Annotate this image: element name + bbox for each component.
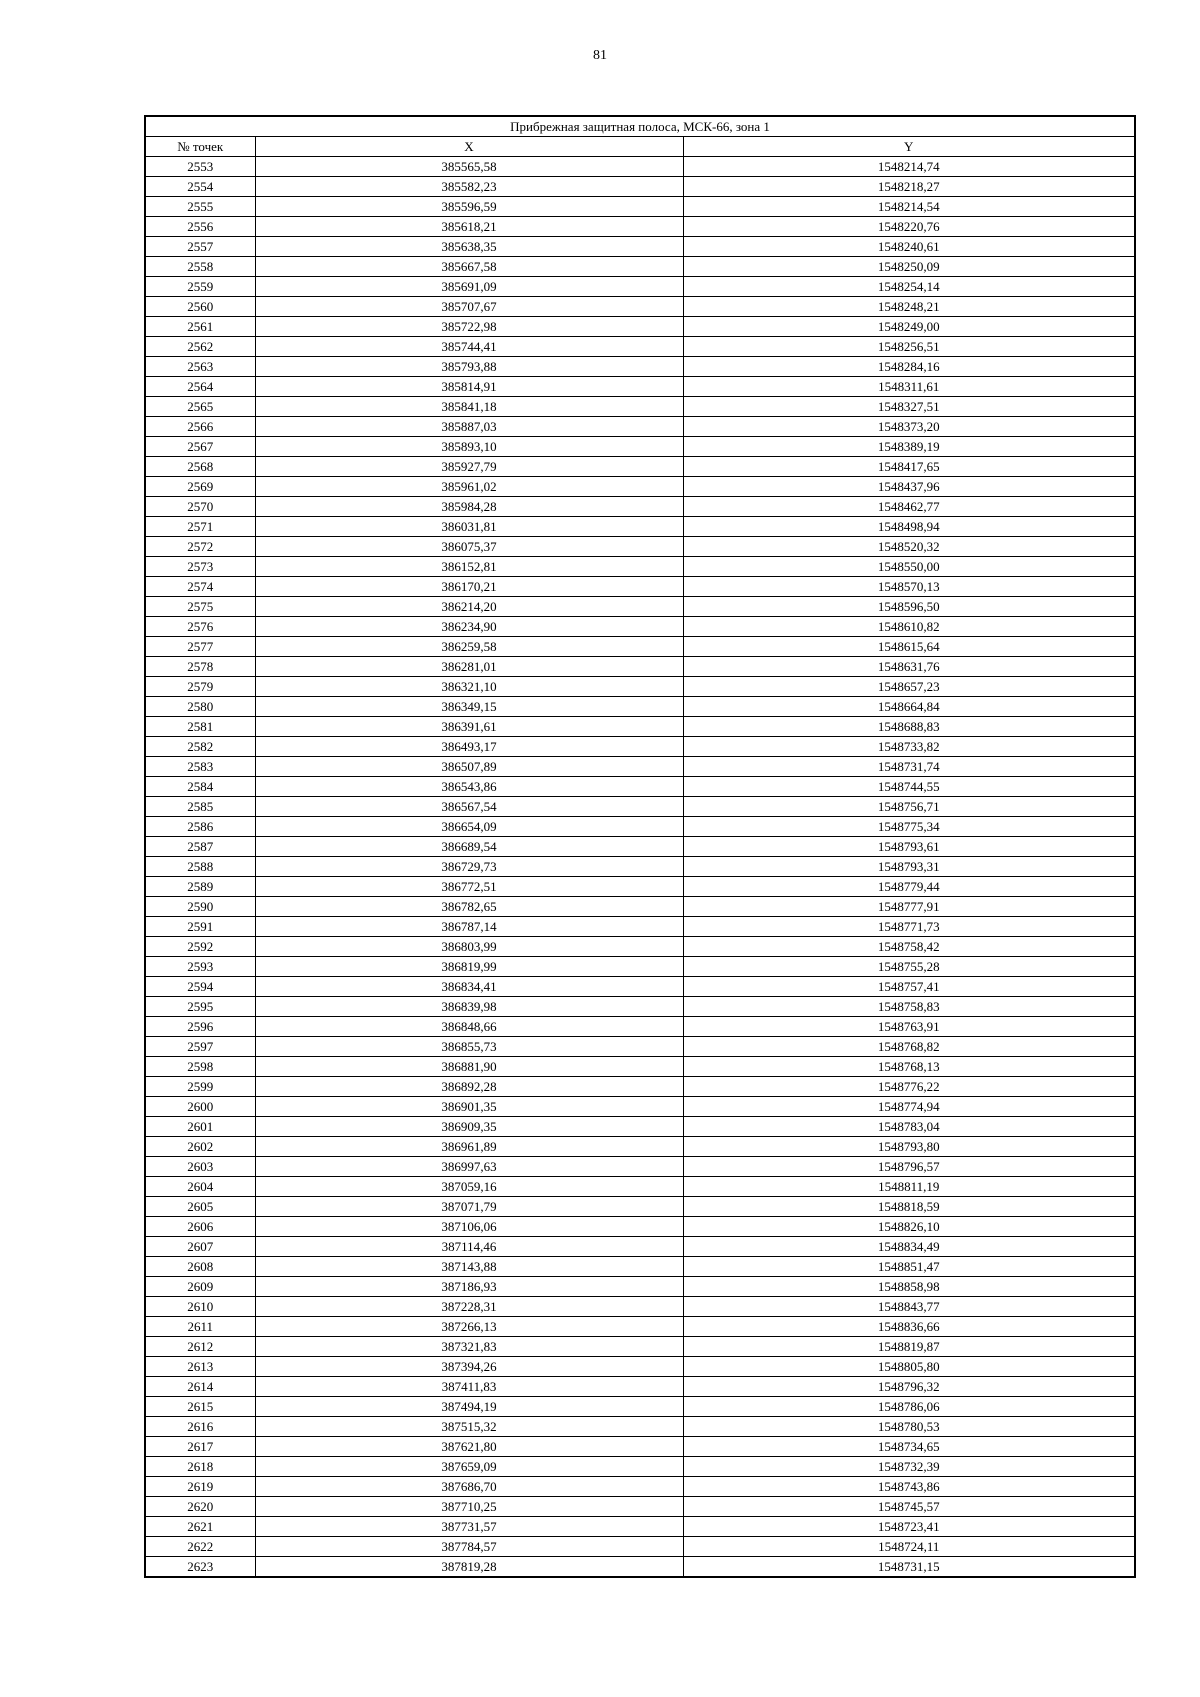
table-row <box>145 757 1135 777</box>
table-row <box>145 157 1135 177</box>
table-row <box>145 897 1135 917</box>
point-number-cell: 2593 <box>145 957 255 977</box>
table-row <box>145 437 1135 457</box>
point-number-cell: 2621 <box>145 1517 255 1537</box>
table-row <box>145 1557 1135 1578</box>
point-number-cell: 2617 <box>145 1437 255 1457</box>
y-coordinate-cell: 1548793,61 <box>683 837 1135 857</box>
point-number-cell: 2615 <box>145 1397 255 1417</box>
coordinates-table <box>144 115 1136 1578</box>
x-coordinate-cell: 386391,61 <box>255 717 683 737</box>
point-number-cell: 2588 <box>145 857 255 877</box>
y-coordinate-cell: 1548774,94 <box>683 1097 1135 1117</box>
y-coordinate-cell: 1548256,51 <box>683 337 1135 357</box>
x-coordinate-cell: 387394,26 <box>255 1357 683 1377</box>
point-number-cell: 2589 <box>145 877 255 897</box>
y-coordinate-cell: 1548744,55 <box>683 777 1135 797</box>
x-coordinate-cell: 386493,17 <box>255 737 683 757</box>
y-coordinate-cell: 1548805,80 <box>683 1357 1135 1377</box>
x-coordinate-cell: 386848,66 <box>255 1017 683 1037</box>
y-coordinate-cell: 1548550,00 <box>683 557 1135 577</box>
table-row <box>145 1497 1135 1517</box>
table-row <box>145 557 1135 577</box>
point-number-cell: 2623 <box>145 1557 255 1578</box>
point-number-cell: 2563 <box>145 357 255 377</box>
y-coordinate-cell: 1548780,53 <box>683 1417 1135 1437</box>
table-row <box>145 1317 1135 1337</box>
y-coordinate-cell: 1548775,34 <box>683 817 1135 837</box>
table-title: Прибрежная защитная полоса, МСК-66, зона 1 <box>145 116 1135 137</box>
table-row <box>145 577 1135 597</box>
y-coordinate-cell: 1548783,04 <box>683 1117 1135 1137</box>
table-row <box>145 517 1135 537</box>
table-row <box>145 697 1135 717</box>
y-coordinate-cell: 1548836,66 <box>683 1317 1135 1337</box>
point-number-cell: 2584 <box>145 777 255 797</box>
point-number-cell: 2582 <box>145 737 255 757</box>
y-coordinate-cell: 1548664,84 <box>683 697 1135 717</box>
table-row <box>145 1157 1135 1177</box>
point-number-cell: 2570 <box>145 497 255 517</box>
point-number-cell: 2553 <box>145 157 255 177</box>
table-row <box>145 1537 1135 1557</box>
y-coordinate-cell: 1548731,15 <box>683 1557 1135 1578</box>
table-row <box>145 417 1135 437</box>
y-coordinate-cell: 1548763,91 <box>683 1017 1135 1037</box>
x-coordinate-cell: 385691,09 <box>255 277 683 297</box>
x-coordinate-cell: 386729,73 <box>255 857 683 877</box>
y-coordinate-cell: 1548417,65 <box>683 457 1135 477</box>
x-coordinate-cell: 386543,86 <box>255 777 683 797</box>
y-coordinate-cell: 1548240,61 <box>683 237 1135 257</box>
table-row <box>145 1097 1135 1117</box>
x-coordinate-cell: 387321,83 <box>255 1337 683 1357</box>
y-coordinate-cell: 1548596,50 <box>683 597 1135 617</box>
y-coordinate-cell: 1548220,76 <box>683 217 1135 237</box>
point-number-cell: 2618 <box>145 1457 255 1477</box>
x-coordinate-cell: 386507,89 <box>255 757 683 777</box>
y-coordinate-cell: 1548779,44 <box>683 877 1135 897</box>
point-number-cell: 2605 <box>145 1197 255 1217</box>
x-coordinate-cell: 385596,59 <box>255 197 683 217</box>
y-coordinate-cell: 1548819,87 <box>683 1337 1135 1357</box>
x-coordinate-cell: 385893,10 <box>255 437 683 457</box>
table-row <box>145 197 1135 217</box>
point-number-cell: 2565 <box>145 397 255 417</box>
point-number-cell: 2556 <box>145 217 255 237</box>
y-coordinate-cell: 1548520,32 <box>683 537 1135 557</box>
x-coordinate-cell: 386234,90 <box>255 617 683 637</box>
table-row <box>145 597 1135 617</box>
x-coordinate-cell: 385618,21 <box>255 217 683 237</box>
table-row <box>145 957 1135 977</box>
x-coordinate-cell: 386654,09 <box>255 817 683 837</box>
y-coordinate-cell: 1548615,64 <box>683 637 1135 657</box>
point-number-cell: 2572 <box>145 537 255 557</box>
point-number-cell: 2613 <box>145 1357 255 1377</box>
y-coordinate-cell: 1548793,31 <box>683 857 1135 877</box>
y-coordinate-cell: 1548389,19 <box>683 437 1135 457</box>
table-row <box>145 817 1135 837</box>
table-row <box>145 797 1135 817</box>
page-number: 81 <box>593 48 607 63</box>
point-number-cell: 2620 <box>145 1497 255 1517</box>
y-coordinate-cell: 1548373,20 <box>683 417 1135 437</box>
table-row <box>145 1297 1135 1317</box>
point-number-cell: 2568 <box>145 457 255 477</box>
point-number-cell: 2606 <box>145 1217 255 1237</box>
y-coordinate-cell: 1548834,49 <box>683 1237 1135 1257</box>
table-row <box>145 1277 1135 1297</box>
point-number-cell: 2607 <box>145 1237 255 1257</box>
y-coordinate-cell: 1548786,06 <box>683 1397 1135 1417</box>
point-number-cell: 2592 <box>145 937 255 957</box>
x-coordinate-cell: 386152,81 <box>255 557 683 577</box>
point-number-cell: 2610 <box>145 1297 255 1317</box>
table-row <box>145 337 1135 357</box>
y-coordinate-cell: 1548462,77 <box>683 497 1135 517</box>
y-coordinate-cell: 1548732,39 <box>683 1457 1135 1477</box>
table-row <box>145 1177 1135 1197</box>
y-coordinate-cell: 1548818,59 <box>683 1197 1135 1217</box>
table-row <box>145 357 1135 377</box>
x-coordinate-cell: 386834,41 <box>255 977 683 997</box>
x-coordinate-cell: 386787,14 <box>255 917 683 937</box>
x-coordinate-cell: 386214,20 <box>255 597 683 617</box>
y-coordinate-cell: 1548248,21 <box>683 297 1135 317</box>
y-coordinate-cell: 1548843,77 <box>683 1297 1135 1317</box>
y-coordinate-cell: 1548755,28 <box>683 957 1135 977</box>
x-coordinate-cell: 387621,80 <box>255 1437 683 1457</box>
table-row <box>145 1377 1135 1397</box>
point-number-cell: 2573 <box>145 557 255 577</box>
x-coordinate-cell: 386803,99 <box>255 937 683 957</box>
y-coordinate-cell: 1548757,41 <box>683 977 1135 997</box>
x-coordinate-cell: 385565,58 <box>255 157 683 177</box>
x-coordinate-cell: 387071,79 <box>255 1197 683 1217</box>
table-row <box>145 1037 1135 1057</box>
x-coordinate-cell: 386567,54 <box>255 797 683 817</box>
table-row <box>145 237 1135 257</box>
point-number-cell: 2622 <box>145 1537 255 1557</box>
table-row <box>145 657 1135 677</box>
point-number-cell: 2555 <box>145 197 255 217</box>
point-number-cell: 2564 <box>145 377 255 397</box>
x-coordinate-cell: 387143,88 <box>255 1257 683 1277</box>
point-number-cell: 2560 <box>145 297 255 317</box>
table-row <box>145 1337 1135 1357</box>
y-coordinate-cell: 1548657,23 <box>683 677 1135 697</box>
x-coordinate-cell: 386031,81 <box>255 517 683 537</box>
x-coordinate-cell: 386259,58 <box>255 637 683 657</box>
x-coordinate-cell: 385667,58 <box>255 257 683 277</box>
table-row <box>145 737 1135 757</box>
x-coordinate-cell: 386997,63 <box>255 1157 683 1177</box>
y-coordinate-cell: 1548498,94 <box>683 517 1135 537</box>
y-coordinate-cell: 1548311,61 <box>683 377 1135 397</box>
point-number-cell: 2574 <box>145 577 255 597</box>
table-row <box>145 677 1135 697</box>
point-number-cell: 2616 <box>145 1417 255 1437</box>
x-coordinate-cell: 386075,37 <box>255 537 683 557</box>
x-coordinate-cell: 386281,01 <box>255 657 683 677</box>
y-coordinate-cell: 1548733,82 <box>683 737 1135 757</box>
y-coordinate-cell: 1548214,74 <box>683 157 1135 177</box>
point-number-cell: 2583 <box>145 757 255 777</box>
x-coordinate-cell: 387411,83 <box>255 1377 683 1397</box>
y-coordinate-cell: 1548724,11 <box>683 1537 1135 1557</box>
x-coordinate-cell: 387710,25 <box>255 1497 683 1517</box>
point-number-cell: 2596 <box>145 1017 255 1037</box>
table-row <box>145 397 1135 417</box>
point-number-cell: 2559 <box>145 277 255 297</box>
point-number-cell: 2597 <box>145 1037 255 1057</box>
y-coordinate-cell: 1548214,54 <box>683 197 1135 217</box>
x-coordinate-cell: 386839,98 <box>255 997 683 1017</box>
x-coordinate-cell: 385744,41 <box>255 337 683 357</box>
x-coordinate-cell: 387059,16 <box>255 1177 683 1197</box>
table-row <box>145 1057 1135 1077</box>
x-coordinate-cell: 386892,28 <box>255 1077 683 1097</box>
x-coordinate-cell: 387114,46 <box>255 1237 683 1257</box>
x-coordinate-cell: 386772,51 <box>255 877 683 897</box>
x-coordinate-cell: 387228,31 <box>255 1297 683 1317</box>
y-coordinate-cell: 1548631,76 <box>683 657 1135 677</box>
table-row <box>145 1477 1135 1497</box>
point-number-cell: 2566 <box>145 417 255 437</box>
x-coordinate-cell: 386961,89 <box>255 1137 683 1157</box>
y-coordinate-cell: 1548776,22 <box>683 1077 1135 1097</box>
table-row <box>145 1077 1135 1097</box>
y-coordinate-cell: 1548858,98 <box>683 1277 1135 1297</box>
point-number-cell: 2561 <box>145 317 255 337</box>
x-coordinate-cell: 387106,06 <box>255 1217 683 1237</box>
table-row <box>145 1257 1135 1277</box>
y-coordinate-cell: 1548768,13 <box>683 1057 1135 1077</box>
x-coordinate-cell: 386881,90 <box>255 1057 683 1077</box>
x-coordinate-cell: 387266,13 <box>255 1317 683 1337</box>
x-coordinate-cell: 387819,28 <box>255 1557 683 1578</box>
point-number-cell: 2575 <box>145 597 255 617</box>
table-row <box>145 1017 1135 1037</box>
point-number-cell: 2554 <box>145 177 255 197</box>
x-coordinate-cell: 387686,70 <box>255 1477 683 1497</box>
table-row <box>145 1117 1135 1137</box>
point-number-cell: 2608 <box>145 1257 255 1277</box>
x-coordinate-cell: 386170,21 <box>255 577 683 597</box>
table-row <box>145 1217 1135 1237</box>
point-number-cell: 2612 <box>145 1337 255 1357</box>
y-coordinate-cell: 1548743,86 <box>683 1477 1135 1497</box>
y-coordinate-cell: 1548437,96 <box>683 477 1135 497</box>
point-number-cell: 2557 <box>145 237 255 257</box>
table-row <box>145 717 1135 737</box>
header-x: X <box>255 137 683 157</box>
table-row <box>145 477 1135 497</box>
point-number-cell: 2594 <box>145 977 255 997</box>
x-coordinate-cell: 385841,18 <box>255 397 683 417</box>
table-row <box>145 837 1135 857</box>
table-row <box>145 937 1135 957</box>
table-row <box>145 1457 1135 1477</box>
x-coordinate-cell: 385722,98 <box>255 317 683 337</box>
point-number-cell: 2580 <box>145 697 255 717</box>
point-number-cell: 2611 <box>145 1317 255 1337</box>
table-row <box>145 1137 1135 1157</box>
y-coordinate-cell: 1548250,09 <box>683 257 1135 277</box>
y-coordinate-cell: 1548570,13 <box>683 577 1135 597</box>
point-number-cell: 2579 <box>145 677 255 697</box>
point-number-cell: 2567 <box>145 437 255 457</box>
table-row <box>145 217 1135 237</box>
point-number-cell: 2603 <box>145 1157 255 1177</box>
point-number-cell: 2569 <box>145 477 255 497</box>
y-coordinate-cell: 1548796,32 <box>683 1377 1135 1397</box>
table-row <box>145 1517 1135 1537</box>
point-number-cell: 2571 <box>145 517 255 537</box>
y-coordinate-cell: 1548734,65 <box>683 1437 1135 1457</box>
y-coordinate-cell: 1548745,57 <box>683 1497 1135 1517</box>
x-coordinate-cell: 387494,19 <box>255 1397 683 1417</box>
x-coordinate-cell: 385927,79 <box>255 457 683 477</box>
y-coordinate-cell: 1548768,82 <box>683 1037 1135 1057</box>
point-number-cell: 2599 <box>145 1077 255 1097</box>
y-coordinate-cell: 1548610,82 <box>683 617 1135 637</box>
table-row <box>145 377 1135 397</box>
point-number-cell: 2558 <box>145 257 255 277</box>
point-number-cell: 2562 <box>145 337 255 357</box>
table-row <box>145 1397 1135 1417</box>
table-row <box>145 317 1135 337</box>
y-coordinate-cell: 1548218,27 <box>683 177 1135 197</box>
table-row <box>145 257 1135 277</box>
header-y: Y <box>683 137 1135 157</box>
x-coordinate-cell: 385984,28 <box>255 497 683 517</box>
table-row <box>145 1357 1135 1377</box>
point-number-cell: 2614 <box>145 1377 255 1397</box>
point-number-cell: 2602 <box>145 1137 255 1157</box>
y-coordinate-cell: 1548327,51 <box>683 397 1135 417</box>
table-row <box>145 617 1135 637</box>
y-coordinate-cell: 1548771,73 <box>683 917 1135 937</box>
y-coordinate-cell: 1548254,14 <box>683 277 1135 297</box>
x-coordinate-cell: 385707,67 <box>255 297 683 317</box>
x-coordinate-cell: 385582,23 <box>255 177 683 197</box>
point-number-cell: 2604 <box>145 1177 255 1197</box>
point-number-cell: 2619 <box>145 1477 255 1497</box>
table-row <box>145 297 1135 317</box>
table-row <box>145 977 1135 997</box>
y-coordinate-cell: 1548777,91 <box>683 897 1135 917</box>
point-number-cell: 2578 <box>145 657 255 677</box>
x-coordinate-cell: 385793,88 <box>255 357 683 377</box>
x-coordinate-cell: 386689,54 <box>255 837 683 857</box>
y-coordinate-cell: 1548851,47 <box>683 1257 1135 1277</box>
y-coordinate-cell: 1548758,42 <box>683 937 1135 957</box>
x-coordinate-cell: 387784,57 <box>255 1537 683 1557</box>
table-title-row <box>145 116 1135 137</box>
y-coordinate-cell: 1548811,19 <box>683 1177 1135 1197</box>
y-coordinate-cell: 1548731,74 <box>683 757 1135 777</box>
y-coordinate-cell: 1548793,80 <box>683 1137 1135 1157</box>
point-number-cell: 2586 <box>145 817 255 837</box>
table-row <box>145 1417 1135 1437</box>
x-coordinate-cell: 387515,32 <box>255 1417 683 1437</box>
x-coordinate-cell: 386855,73 <box>255 1037 683 1057</box>
y-coordinate-cell: 1548826,10 <box>683 1217 1135 1237</box>
table-row <box>145 857 1135 877</box>
table-row <box>145 177 1135 197</box>
y-coordinate-cell: 1548796,57 <box>683 1157 1135 1177</box>
point-number-cell: 2595 <box>145 997 255 1017</box>
table-row <box>145 537 1135 557</box>
point-number-cell: 2577 <box>145 637 255 657</box>
y-coordinate-cell: 1548758,83 <box>683 997 1135 1017</box>
table-row <box>145 917 1135 937</box>
x-coordinate-cell: 386909,35 <box>255 1117 683 1137</box>
x-coordinate-cell: 386349,15 <box>255 697 683 717</box>
point-number-cell: 2591 <box>145 917 255 937</box>
point-number-cell: 2609 <box>145 1277 255 1297</box>
point-number-cell: 2601 <box>145 1117 255 1137</box>
x-coordinate-cell: 387731,57 <box>255 1517 683 1537</box>
table-row <box>145 1237 1135 1257</box>
x-coordinate-cell: 385887,03 <box>255 417 683 437</box>
point-number-cell: 2598 <box>145 1057 255 1077</box>
x-coordinate-cell: 386901,35 <box>255 1097 683 1117</box>
x-coordinate-cell: 386321,10 <box>255 677 683 697</box>
y-coordinate-cell: 1548249,00 <box>683 317 1135 337</box>
table-row <box>145 457 1135 477</box>
x-coordinate-cell: 386782,65 <box>255 897 683 917</box>
x-coordinate-cell: 385961,02 <box>255 477 683 497</box>
header-point-number: № точек <box>145 137 255 157</box>
x-coordinate-cell: 385638,35 <box>255 237 683 257</box>
table-body <box>145 116 1135 1577</box>
point-number-cell: 2576 <box>145 617 255 637</box>
table-row <box>145 997 1135 1017</box>
point-number-cell: 2587 <box>145 837 255 857</box>
point-number-cell: 2581 <box>145 717 255 737</box>
point-number-cell: 2585 <box>145 797 255 817</box>
y-coordinate-cell: 1548756,71 <box>683 797 1135 817</box>
table-row <box>145 1197 1135 1217</box>
point-number-cell: 2590 <box>145 897 255 917</box>
x-coordinate-cell: 385814,91 <box>255 377 683 397</box>
point-number-cell: 2600 <box>145 1097 255 1117</box>
table-row <box>145 637 1135 657</box>
table-row <box>145 277 1135 297</box>
table-header-row <box>145 137 1135 157</box>
x-coordinate-cell: 387186,93 <box>255 1277 683 1297</box>
y-coordinate-cell: 1548284,16 <box>683 357 1135 377</box>
table-row <box>145 777 1135 797</box>
table-row <box>145 877 1135 897</box>
x-coordinate-cell: 386819,99 <box>255 957 683 977</box>
y-coordinate-cell: 1548723,41 <box>683 1517 1135 1537</box>
x-coordinate-cell: 387659,09 <box>255 1457 683 1477</box>
table-row <box>145 497 1135 517</box>
y-coordinate-cell: 1548688,83 <box>683 717 1135 737</box>
table-row <box>145 1437 1135 1457</box>
